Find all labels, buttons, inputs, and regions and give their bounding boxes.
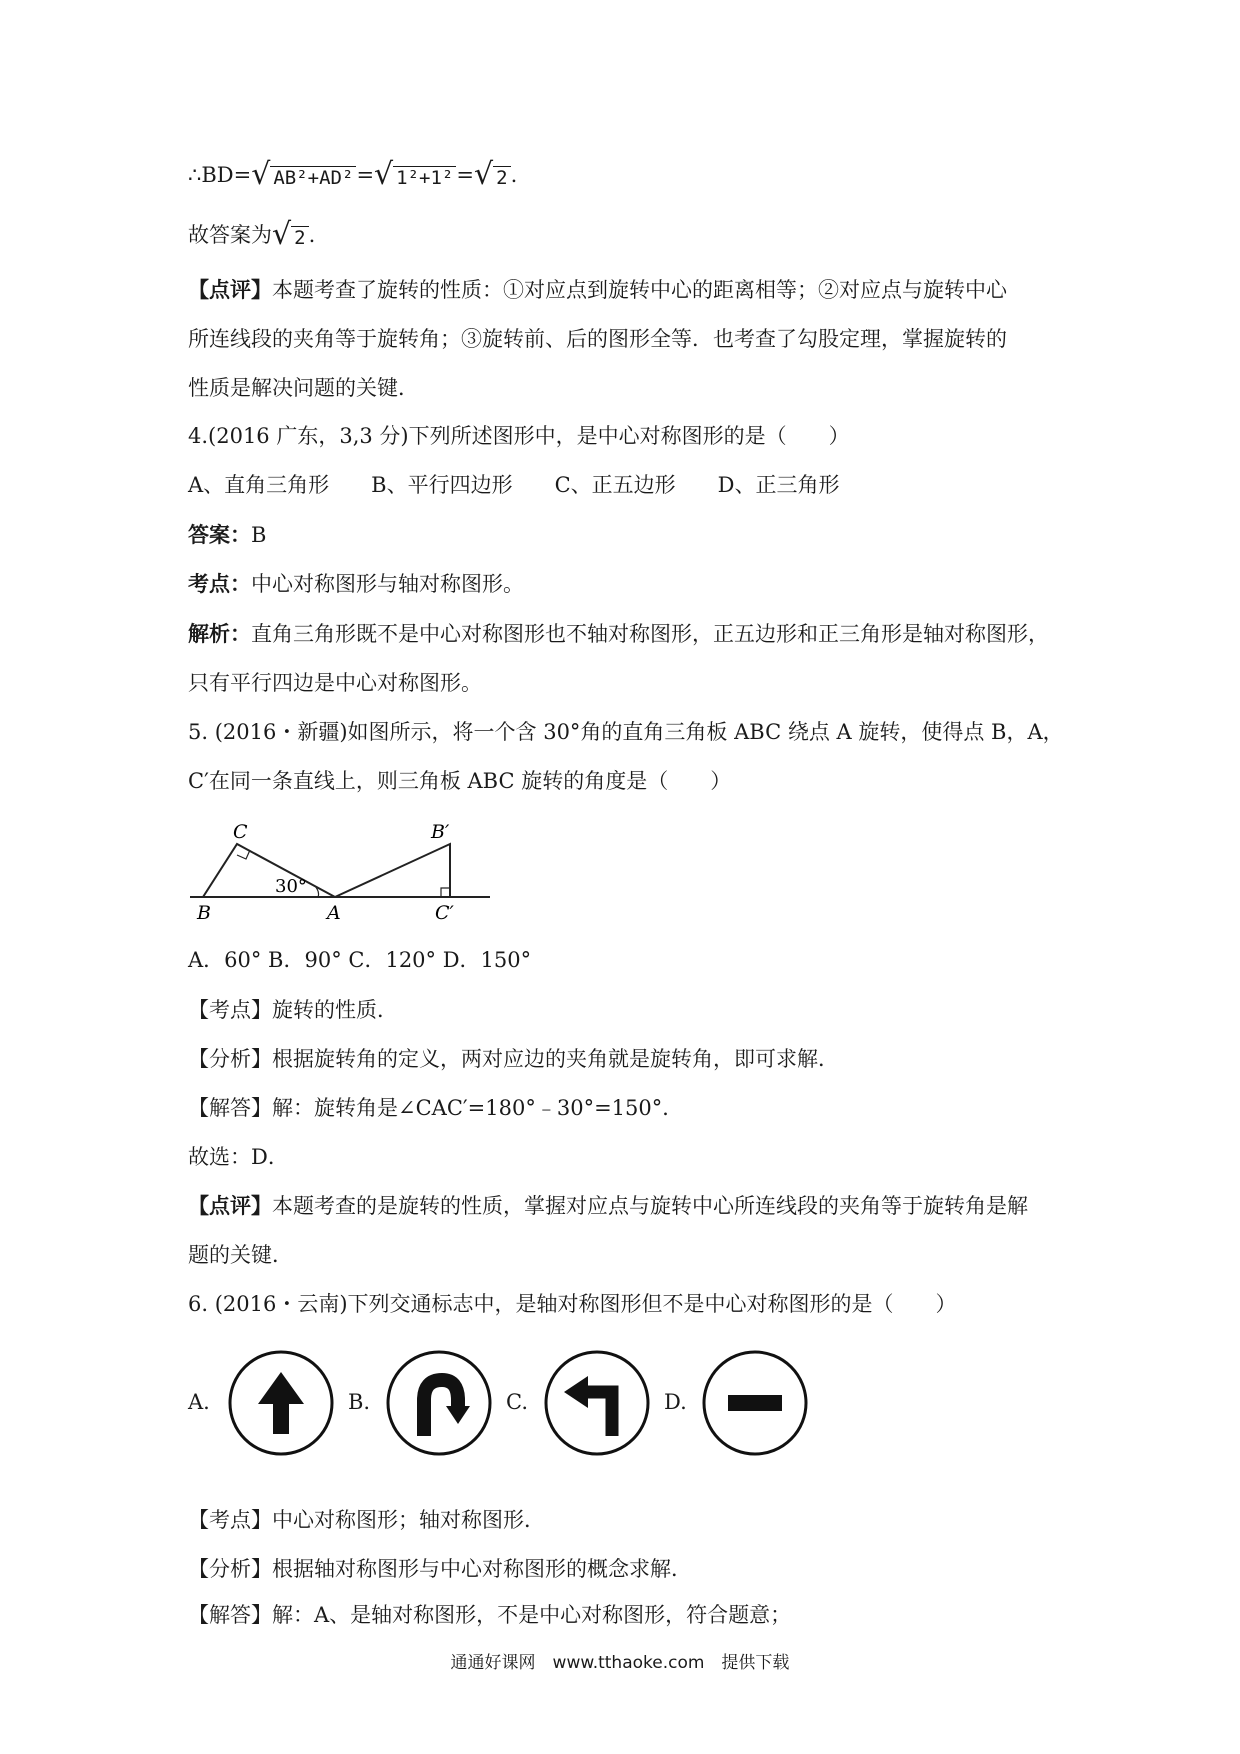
answer-sqrt: √ 2 xyxy=(272,220,309,253)
angle-label: 30° xyxy=(275,876,307,897)
q5-analysis xyxy=(188,1044,839,1074)
q4-title: 4.(2016 广东，3,3 分)下列所述图形中，是中心对称图形的是（ ） xyxy=(188,424,850,448)
q6-title: 6. (2016・云南)下列交通标志中，是轴对称图形但不是中心对称图形的是（ ） xyxy=(188,1292,957,1316)
no-entry-bar-icon xyxy=(700,1348,810,1458)
answer-line xyxy=(188,217,316,253)
q6-point-text: 中心对称图形；轴对称图形． xyxy=(272,1508,545,1532)
q5-comment-text1: 本题考查的是旋转的性质，掌握对应点与旋转中心所连线段的夹角等于旋转角是解 xyxy=(272,1194,1028,1218)
q4-analysis-text1: 直角三角形既不是中心对称图形也不轴对称图形，正五边形和正三角形是轴对称图形， xyxy=(251,622,1049,646)
q4-answer-value: B xyxy=(251,523,267,547)
sqrt-1-radicand: AB²+AD² xyxy=(270,166,356,189)
bd-prefix: ∴BD= xyxy=(188,163,252,187)
q6-point-label: 【考点】 xyxy=(188,1508,272,1532)
triangle-rotation-figure xyxy=(185,812,495,927)
comment3-line1 xyxy=(188,275,1007,305)
label-a: A xyxy=(327,902,341,924)
u-turn-arrow-icon xyxy=(384,1348,494,1458)
q4-options: A、直角三角形 B、平行四边形 C、正五边形 D、正三角形 xyxy=(188,473,840,497)
q6-analysis xyxy=(188,1554,692,1584)
q5-analysis-label: 【分析】 xyxy=(188,1047,272,1071)
sign-b-label: B. xyxy=(348,1390,371,1414)
label-c-prime: C′ xyxy=(435,902,454,924)
q4-analysis-label: 解析： xyxy=(188,621,251,646)
label-b-prime: B′ xyxy=(431,821,450,843)
q4-point-text: 中心对称图形与轴对称图形。 xyxy=(251,572,524,596)
q5-solution-label: 【解答】 xyxy=(188,1096,272,1120)
q5-comment1 xyxy=(188,1191,1028,1221)
answer-radicand: 2 xyxy=(291,226,308,249)
q5-solution xyxy=(188,1093,683,1123)
comment3-label: 【点评】 xyxy=(188,277,272,302)
q6-solution-label: 【解答】 xyxy=(188,1603,272,1627)
q5-comment2: 题的关键． xyxy=(188,1243,293,1267)
sign-d-label: D. xyxy=(664,1390,687,1414)
q5-title2: C′在同一条直线上，则三角板 ABC 旋转的角度是（ ） xyxy=(188,769,732,793)
q4-answer xyxy=(188,520,266,550)
label-b: B xyxy=(197,902,211,924)
q5-choice: 故选：D． xyxy=(188,1145,289,1169)
q4-point-label: 考点： xyxy=(188,571,251,596)
label-c: C xyxy=(233,821,248,843)
q4-analysis2: 只有平行四边是中心对称图形。 xyxy=(188,671,482,695)
straight-arrow-icon xyxy=(226,1348,336,1458)
q5-comment-label: 【点评】 xyxy=(188,1193,272,1218)
q5-point-label: 【考点】 xyxy=(188,998,272,1022)
sqrt-1: √ AB²+AD² xyxy=(251,160,356,193)
sqrt-3: √ 2 xyxy=(474,160,511,193)
q6-analysis-label: 【分析】 xyxy=(188,1557,272,1581)
q6-analysis-text: 根据轴对称图形与中心对称图形的概念求解． xyxy=(272,1557,692,1581)
sqrt-2: √ 1²+1² xyxy=(374,160,456,193)
bd-eq-2: = xyxy=(456,163,474,187)
q4-answer-label: 答案： xyxy=(188,522,251,547)
q5-analysis-text: 根据旋转角的定义，两对应边的夹角就是旋转角，即可求解． xyxy=(272,1047,839,1071)
q5-title1: 5. (2016・新疆)如图所示，将一个含 30°角的直角三角板 ABC 绕点 A 旋转，使得点 B，A， xyxy=(188,720,1064,744)
sign-a-label: A. xyxy=(188,1390,210,1414)
q6-solution xyxy=(188,1600,791,1630)
comment3-line2: 所连线段的夹角等于旋转角；③旋转前、后的图形全等．也考查了勾股定理，掌握旋转的 xyxy=(188,327,1007,351)
q5-point-text: 旋转的性质． xyxy=(272,998,398,1022)
q5-options: A．60° B．90° C．120° D．150° xyxy=(188,948,532,972)
answer-end: . xyxy=(308,223,316,247)
left-turn-arrow-icon xyxy=(542,1348,652,1458)
sign-c-label: C. xyxy=(506,1390,528,1414)
bd-end: . xyxy=(510,163,518,187)
comment3-line3: 性质是解决问题的关键． xyxy=(188,376,419,400)
traffic-signs-row xyxy=(188,1340,828,1470)
q4-analysis1 xyxy=(188,619,1049,649)
q6-point xyxy=(188,1505,545,1535)
q5-point xyxy=(188,995,398,1025)
sqrt-3-radicand: 2 xyxy=(493,166,510,189)
bd-formula xyxy=(188,157,518,193)
q4-point xyxy=(188,569,524,599)
answer-prefix: 故答案为 xyxy=(188,223,272,247)
sqrt-2-radicand: 1²+1² xyxy=(393,166,456,189)
q6-solution-text: 解：A、是轴对称图形，不是中心对称图形，符合题意； xyxy=(272,1603,792,1627)
comment3-text1: 本题考查了旋转的性质：①对应点到旋转中心的距离相等；②对应点与旋转中心 xyxy=(272,278,1007,302)
bd-eq-1: = xyxy=(356,163,375,187)
q5-solution-text: 解：旋转角是∠CAC′=180°﹣30°=150°． xyxy=(272,1096,684,1120)
page-footer: 通通好课网 www.tthaoke.com 提供下载 xyxy=(450,1653,790,1673)
